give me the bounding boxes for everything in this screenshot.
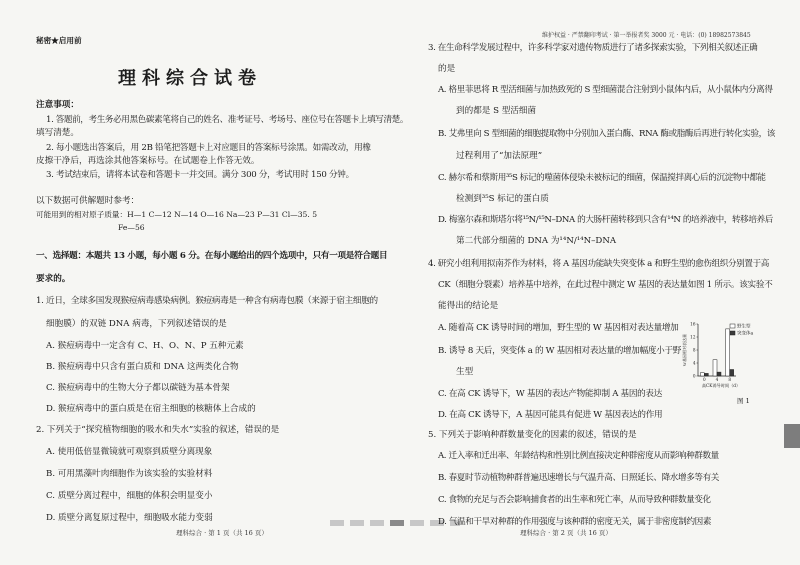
q1-stem-cont: 细胞膜）的双链 DNA 病毒，下列叙述错误的是: [46, 319, 227, 329]
q2-option-b: B. 可用黑藻叶肉细胞作为该实验的实验材料: [46, 469, 213, 479]
q3-option-a: A. 格里菲思将 R 型活细菌与加热致死的 S 型细菌混合注射到小鼠体内后，从小鼠体内分离得: [438, 85, 773, 95]
q3-stem: 3. 在生命科学发展过程中，许多科学家对遗传物质进行了诸多探索实验，下列相关叙述正确: [428, 43, 758, 53]
q1-option-a: A. 猴痘病毒中一定含有 C、H、O、N、P 五种元素: [46, 341, 244, 351]
bar-mutant-a: [704, 373, 708, 376]
note-1: 1. 答题前，考生务必用黑色碳素笔将自己的姓名、准考证号、考场号、座位号在答题卡上填写清楚。: [46, 115, 409, 125]
scan-edge-mark: [784, 424, 800, 448]
q1-stem: 1. 近日，全球多国发现猴痘病毒感染病例。猴痘病毒是一种含有病毒包膜（来源于宿主细胞的: [36, 296, 378, 306]
q4-option-d: D. 在高 CK 诱导下，A 基因可能具有促进 W 基因表达的作用: [438, 410, 663, 420]
bar-mutant-a: [730, 370, 734, 377]
y-tick-label: 12: [690, 334, 696, 340]
note-2-cont: 皮擦干净后，再选涂其他答案标号。在试题卷上作答无效。: [36, 156, 260, 166]
fold-mark: [350, 520, 364, 526]
fold-mark: [330, 520, 344, 526]
left-footer: 理科综合 · 第 1 页（共 16 页）: [176, 529, 268, 537]
y-tick-label: 0: [692, 373, 696, 379]
q5-option-b: B. 春夏时节动植物种群普遍迅速增长与气温升高、日照延长、降水增多等有关: [438, 473, 719, 483]
q3-option-d: D. 梅塞尔森和斯塔尔将¹⁵N/¹⁵N–DNA 的大肠杆菌转移到只含有¹⁴N 的培养液中，转移培养后: [438, 215, 773, 225]
q3-option-c-cont: 检测到³⁵S 标记的蛋白质: [456, 194, 549, 204]
note-2: 2. 每小题选出答案后，用 2B 铅笔把答题卡上对应题目的答案标号涂黑。如需改动，用橡: [46, 143, 371, 153]
q1-option-d: D. 猴痘病毒中的蛋白质是在宿主细胞的核糖体上合成的: [46, 404, 256, 414]
x-tick-label: 8: [728, 377, 732, 382]
bar-wild-type: [713, 360, 717, 376]
right-footer: 理科综合 · 第 2 页（共 16 页）: [520, 529, 612, 537]
section-heading: 一、选择题：本题共 13 小题，每小题 6 分。在每小题给出的四个选项中，只有一项是符合题目: [36, 251, 388, 261]
bar-wild-type: [726, 329, 730, 376]
q5-stem: 5. 下列关于影响种群数量变化的因素的叙述，错误的是: [428, 430, 637, 440]
bar-mutant-a: [717, 372, 721, 376]
q2-stem: 2. 下列关于“探究植物细胞的吸水和失水”实验的叙述，错误的是: [36, 425, 280, 435]
q1-option-c: C. 猴痘病毒中的生物大分子都以碳链为基本骨架: [46, 383, 230, 393]
q4-option-a: A. 随着高 CK 诱导时间的增加，野生型的 W 基因相对表达量增加: [438, 323, 679, 333]
legend-swatch: [730, 331, 735, 335]
q4-stem: 4. 研究小组利用拟南芥作为材料，将 A 基因功能缺失突变体 a 和野生型的愈伤组织分别置于高: [428, 259, 769, 269]
data-intro: 以下数据可供解题时参考：: [36, 196, 140, 206]
q4-option-b-cont: 生型: [456, 367, 474, 377]
secret-label: 秘密★启用前: [36, 36, 82, 45]
figure-1-bar-chart: [680, 318, 760, 408]
q1-option-b: B. 猴痘病毒中只含有蛋白质和 DNA 这两类化合物: [46, 362, 239, 372]
q3-stem-cont: 的是: [438, 64, 456, 74]
section-heading-cont: 要求的。: [36, 274, 71, 284]
q3-option-b-cont: 过程利用了“加法原理”: [456, 151, 543, 161]
y-axis-label: W基因相对表达量: [682, 333, 687, 367]
q4-option-b: B. 诱导 8 天后，突变体 a 的 W 基因相对表达量的增加幅度小于野: [438, 346, 682, 356]
legend-label: 野生型: [737, 324, 751, 330]
q4-option-c: C. 在高 CK 诱导下，W 基因的表达产物能抑制 A 基因的表达: [438, 389, 662, 399]
q4-stem-cont2: 能得出的结论是: [438, 301, 499, 311]
note-1-cont: 填写清楚。: [36, 128, 79, 138]
q2-option-c: C. 质壁分离过程中，细胞的体积会明显变小: [46, 491, 213, 501]
q5-option-d: D. 气温和干旱对种群的作用强度与该种群的密度无关，属于非密度制约因素: [438, 517, 712, 527]
right-page: [400, 0, 800, 565]
q5-option-a: A. 迁入率和迁出率、年龄结构和性别比例直接决定种群密度从而影响种群数量: [438, 451, 719, 461]
y-tick-label: 8: [692, 347, 696, 353]
bar-wild-type: [700, 373, 704, 376]
q3-option-c: C. 赫尔希和蔡斯用³⁵S 标记的噬菌体侵染未被标记的细菌，保温搅拌离心后的沉淀物中都能: [438, 173, 766, 183]
fold-mark: [370, 520, 384, 526]
header-note: 维护权益 · 严禁翻印考试 · 第一举报者奖 3000 元 · 电话：(0) 18982573845: [542, 32, 751, 39]
legend-swatch: [730, 324, 735, 328]
y-tick-label: 4: [692, 360, 696, 366]
y-tick-label: 16: [690, 321, 696, 327]
q3-option-b: B. 艾弗里向 S 型细菌的细胞提取物中分别加入蛋白酶、RNA 酶或脂酶后再进行转化实验，该: [438, 129, 776, 139]
atomic-fe: Fe—56: [118, 223, 145, 232]
notes-heading: 注意事项：: [36, 100, 79, 110]
note-3: 3. 考试结束后，请将本试卷和答题卡一并交回。满分 300 分，考试用时 150 分钟。: [46, 170, 354, 180]
atomic-masses: 可能用到的相对原子质量：H—1 C—12 N—14 O—16 Na—23 P—31 Cl—35. 5: [36, 210, 318, 219]
x-tick-label: 0: [702, 377, 706, 382]
q5-option-c: C. 食物的充足与否会影响捕食者的出生率和死亡率，从而导致种群数量变化: [438, 495, 711, 505]
q2-option-a: A. 使用低倍显微镜就可观察到质壁分离现象: [46, 447, 213, 457]
q3-option-a-cont: 到的都是 S 型活细菌: [456, 106, 537, 116]
x-tick-label: 4: [715, 377, 719, 382]
x-axis-label: 高CK诱导时间（d）: [701, 383, 741, 388]
q4-stem-cont: CK（细胞分裂素）培养基中培养，在此过程中测定 W 基因的表达量如图 1 所示。该实验不: [438, 280, 773, 290]
q3-option-d-cont: 第二代部分细菌的 DNA 为¹⁴N/¹⁴N–DNA: [456, 236, 617, 246]
q2-option-d: D. 质壁分离复原过程中，细胞吸水能力变弱: [46, 513, 213, 523]
exam-title: 理科综合试卷: [118, 68, 262, 89]
legend-label: 突变体a: [737, 331, 754, 337]
figure-1-label: 图 1: [737, 397, 750, 405]
